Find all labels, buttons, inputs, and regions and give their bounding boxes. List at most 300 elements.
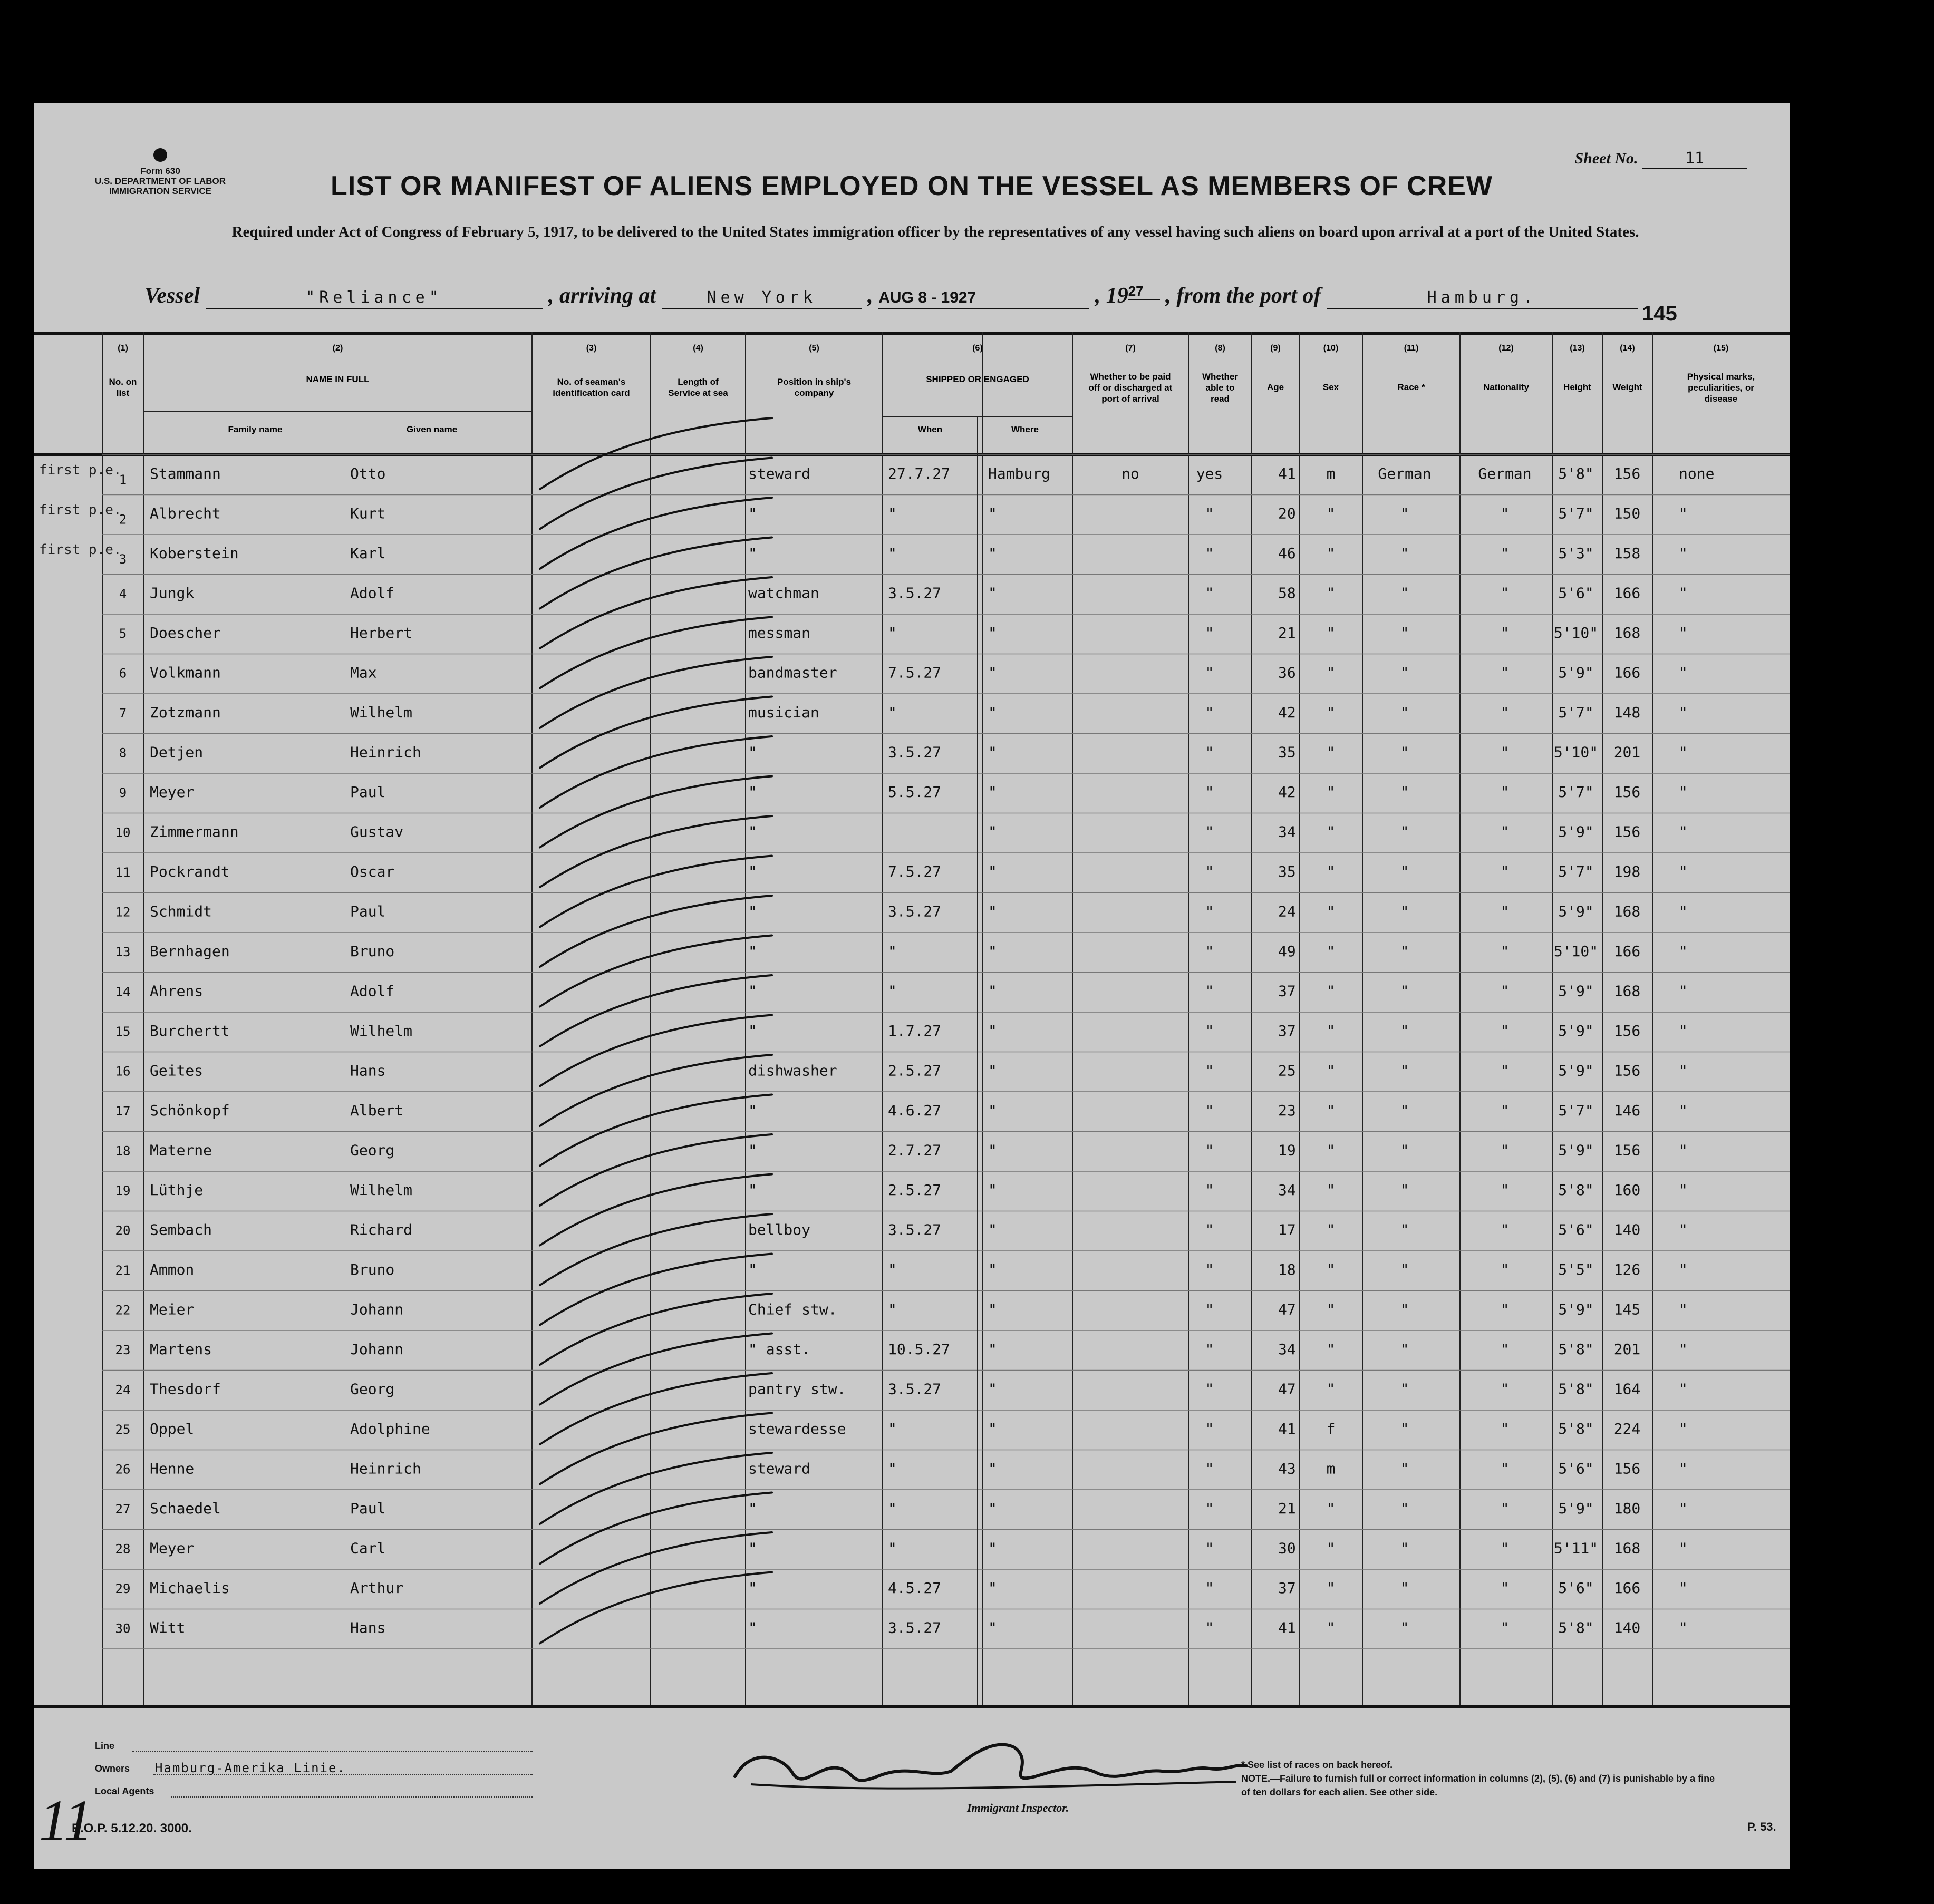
column-header: Whether bbox=[1202, 372, 1238, 382]
cell-age: 23 bbox=[1278, 1102, 1296, 1119]
cell-height: 5'7" bbox=[1558, 1102, 1594, 1119]
cell-marks: " bbox=[1679, 1500, 1688, 1517]
column-header: Service at sea bbox=[668, 388, 728, 398]
cell-age: 34 bbox=[1278, 1340, 1296, 1358]
column-number: (14) bbox=[1620, 344, 1635, 353]
cell-family: Schaedel bbox=[150, 1500, 221, 1517]
cell-where: " bbox=[988, 704, 997, 721]
races-note: * See list of races on back hereof. bbox=[1241, 1760, 1393, 1770]
column-subheader: Family name bbox=[228, 424, 283, 434]
cell-age: 47 bbox=[1278, 1380, 1296, 1398]
row-number: 13 bbox=[115, 945, 131, 959]
cell-marks: " bbox=[1679, 1579, 1688, 1597]
cell-family: Bernhagen bbox=[150, 943, 230, 960]
cell-race: " bbox=[1400, 545, 1409, 562]
cell-family: Martens bbox=[150, 1340, 212, 1358]
cell-read: " bbox=[1205, 823, 1214, 841]
cell-marks: " bbox=[1679, 863, 1688, 880]
cell-given: Hans bbox=[350, 1619, 386, 1637]
cell-nat: " bbox=[1500, 1102, 1510, 1119]
row-number: 19 bbox=[115, 1183, 131, 1198]
cell-given: Heinrich bbox=[350, 1460, 421, 1478]
cell-position: " bbox=[748, 943, 757, 960]
cell-marks: " bbox=[1679, 1141, 1688, 1159]
department-name: U.S. DEPARTMENT OF LABOR bbox=[94, 176, 226, 186]
cell-race: " bbox=[1400, 504, 1409, 522]
cell-height: 5'8" bbox=[1558, 465, 1594, 482]
table-bottom-rule bbox=[34, 1705, 1790, 1708]
cell-nat: " bbox=[1500, 545, 1510, 562]
cell-sex: f bbox=[1326, 1420, 1336, 1437]
cell-given: Adolf bbox=[350, 584, 395, 602]
column-header: peculiarities, or bbox=[1688, 383, 1754, 393]
cell-given: Hans bbox=[350, 1062, 386, 1080]
cell-when: " bbox=[888, 1460, 897, 1478]
column-number: (2) bbox=[332, 344, 343, 353]
cell-sex: " bbox=[1326, 1102, 1336, 1119]
owners-value: Hamburg-Amerika Linie. bbox=[155, 1761, 346, 1775]
cell-position: " asst. bbox=[748, 1340, 811, 1358]
column-header: disease bbox=[1704, 394, 1738, 404]
cell-age: 41 bbox=[1278, 1619, 1296, 1637]
cell-where: " bbox=[988, 1102, 997, 1119]
row-prefix: first p.e. bbox=[39, 462, 122, 478]
cell-given: Adolf bbox=[350, 982, 395, 1000]
cell-when: " bbox=[888, 1261, 897, 1278]
cell-height: 5'10" bbox=[1553, 943, 1599, 960]
cell-given: Carl bbox=[350, 1539, 386, 1557]
cell-nat: " bbox=[1500, 1141, 1510, 1159]
cell-marks: none bbox=[1679, 465, 1715, 482]
cell-nat: " bbox=[1500, 1062, 1510, 1080]
cell-age: 25 bbox=[1278, 1062, 1296, 1080]
cell-weight: 166 bbox=[1613, 1579, 1641, 1597]
cell-read: " bbox=[1205, 902, 1214, 920]
cell-race: " bbox=[1400, 863, 1409, 880]
cell-when: 4.5.27 bbox=[888, 1579, 942, 1597]
row-number: 18 bbox=[115, 1143, 131, 1159]
cell-sex: " bbox=[1326, 1300, 1336, 1318]
cell-nat: " bbox=[1500, 1460, 1510, 1478]
cell-age: 46 bbox=[1278, 545, 1296, 562]
cell-given: Paul bbox=[350, 1500, 386, 1517]
cell-read: " bbox=[1205, 1460, 1214, 1478]
row-number: 26 bbox=[115, 1462, 131, 1477]
cell-race: " bbox=[1400, 1579, 1409, 1597]
cell-family: Zimmermann bbox=[150, 823, 239, 841]
cell-height: 5'3" bbox=[1558, 545, 1594, 562]
cell-weight: 198 bbox=[1613, 863, 1641, 880]
cell-height: 5'6" bbox=[1558, 1579, 1594, 1597]
cell-where: Hamburg bbox=[988, 465, 1051, 482]
cell-nat: " bbox=[1500, 664, 1510, 682]
cell-sex: m bbox=[1326, 465, 1336, 482]
row-number: 22 bbox=[115, 1303, 131, 1318]
cell-position: watchman bbox=[748, 584, 819, 602]
cell-given: Georg bbox=[350, 1141, 395, 1159]
cell-race: " bbox=[1400, 1619, 1409, 1637]
cell-weight: 168 bbox=[1613, 1539, 1641, 1557]
cell-family: Thesdorf bbox=[150, 1380, 221, 1398]
cell-nat: " bbox=[1500, 704, 1510, 721]
cell-when: 3.5.27 bbox=[888, 902, 942, 920]
cell-height: 5'8" bbox=[1558, 1340, 1594, 1358]
cell-race: " bbox=[1400, 1380, 1409, 1398]
column-header: port of arrival bbox=[1101, 394, 1159, 404]
cell-where: " bbox=[988, 863, 997, 880]
cell-marks: " bbox=[1679, 1460, 1688, 1478]
cell-read: " bbox=[1205, 1141, 1214, 1159]
cell-age: 41 bbox=[1278, 465, 1296, 482]
cell-age: 49 bbox=[1278, 943, 1296, 960]
cell-sex: " bbox=[1326, 1141, 1336, 1159]
column-header: Race * bbox=[1397, 382, 1425, 392]
cell-height: 5'6" bbox=[1558, 1460, 1594, 1478]
cell-age: 18 bbox=[1278, 1261, 1296, 1278]
cell-when: " bbox=[888, 1300, 897, 1318]
cell-height: 5'9" bbox=[1558, 902, 1594, 920]
cell-race: " bbox=[1400, 1340, 1409, 1358]
row-number: 12 bbox=[115, 905, 131, 920]
cell-where: " bbox=[988, 902, 997, 920]
column-header: Height bbox=[1563, 382, 1591, 392]
cell-when: 2.5.27 bbox=[888, 1062, 942, 1080]
cell-read: " bbox=[1205, 982, 1214, 1000]
cell-sex: " bbox=[1326, 504, 1336, 522]
cell-height: 5'9" bbox=[1558, 1141, 1594, 1159]
cell-read: " bbox=[1205, 1539, 1214, 1557]
column-header: Weight bbox=[1612, 382, 1642, 392]
column-header: NAME IN FULL bbox=[306, 374, 370, 384]
cell-marks: " bbox=[1679, 943, 1688, 960]
cell-read: " bbox=[1205, 1380, 1214, 1398]
cell-when: 3.5.27 bbox=[888, 1380, 942, 1398]
cell-height: 5'7" bbox=[1558, 504, 1594, 522]
cell-nat: " bbox=[1500, 863, 1510, 880]
cell-position: pantry stw. bbox=[748, 1380, 846, 1398]
cell-when: " bbox=[888, 943, 897, 960]
cell-position: " bbox=[748, 1141, 757, 1159]
cell-nat: " bbox=[1500, 1539, 1510, 1557]
column-number: (3) bbox=[586, 344, 597, 353]
cell-nat: German bbox=[1478, 465, 1532, 482]
cell-read: " bbox=[1205, 1221, 1214, 1239]
cell-position: " bbox=[748, 1102, 757, 1119]
cell-family: Materne bbox=[150, 1141, 212, 1159]
cell-height: 5'6" bbox=[1558, 1221, 1594, 1239]
cell-race: " bbox=[1400, 664, 1409, 682]
row-number: 9 bbox=[119, 785, 127, 800]
cell-family: Meier bbox=[150, 1300, 195, 1318]
margin-mark: 11 bbox=[39, 1788, 93, 1852]
cell-read: " bbox=[1205, 1261, 1214, 1278]
cell-given: Wilhelm bbox=[350, 1022, 413, 1040]
cell-weight: 156 bbox=[1613, 823, 1641, 841]
cell-race: " bbox=[1400, 1460, 1409, 1478]
cell-age: 47 bbox=[1278, 1300, 1296, 1318]
cell-sex: " bbox=[1326, 664, 1336, 682]
cell-where: " bbox=[988, 1619, 997, 1637]
cell-weight: 145 bbox=[1613, 1300, 1641, 1318]
cell-nat: " bbox=[1500, 1181, 1510, 1199]
column-number: (1) bbox=[118, 344, 128, 353]
cell-race: " bbox=[1400, 902, 1409, 920]
cell-given: Adolphine bbox=[350, 1420, 430, 1437]
cell-where: " bbox=[988, 1141, 997, 1159]
cell-given: Herbert bbox=[350, 624, 413, 642]
cell-family: Sembach bbox=[150, 1221, 212, 1239]
cell-race: " bbox=[1400, 1500, 1409, 1517]
column-header: company bbox=[794, 388, 834, 398]
cell-height: 5'5" bbox=[1558, 1261, 1594, 1278]
cell-where: " bbox=[988, 1022, 997, 1040]
cell-position: messman bbox=[748, 624, 811, 642]
cell-weight: 156 bbox=[1613, 1141, 1641, 1159]
cell-weight: 166 bbox=[1613, 943, 1641, 960]
column-number: (7) bbox=[1125, 344, 1136, 353]
cell-position: steward bbox=[748, 1460, 811, 1478]
cell-marks: " bbox=[1679, 624, 1688, 642]
cell-marks: " bbox=[1679, 1102, 1688, 1119]
page-number: 145 bbox=[1642, 302, 1677, 325]
sheet-label: Sheet No. bbox=[1574, 150, 1638, 167]
cell-weight: 140 bbox=[1613, 1221, 1641, 1239]
cell-height: 5'8" bbox=[1558, 1380, 1594, 1398]
cell-height: 5'7" bbox=[1558, 863, 1594, 880]
cell-nat: " bbox=[1500, 1300, 1510, 1318]
cell-read: " bbox=[1205, 1340, 1214, 1358]
cell-where: " bbox=[988, 1300, 997, 1318]
row-number: 6 bbox=[119, 666, 127, 681]
cell-sex: " bbox=[1326, 545, 1336, 562]
cell-when: 10.5.27 bbox=[888, 1340, 951, 1358]
cell-weight: 156 bbox=[1613, 1062, 1641, 1080]
cell-sex: " bbox=[1326, 743, 1336, 761]
cell-where: " bbox=[988, 545, 997, 562]
cell-read: " bbox=[1205, 664, 1214, 682]
cell-given: Kurt bbox=[350, 504, 386, 522]
penalty-note: NOTE.—Failure to furnish full or correct information in columns (2), (5), (6) and (7) is punishable by a fine of ten dollars for each alien. See other side. bbox=[1241, 1773, 1715, 1798]
cell-given: Oscar bbox=[350, 863, 395, 880]
cell-sex: " bbox=[1326, 982, 1336, 1000]
cell-marks: " bbox=[1679, 982, 1688, 1000]
cell-marks: " bbox=[1679, 1062, 1688, 1080]
cell-given: Albert bbox=[350, 1102, 404, 1119]
cell-race: " bbox=[1400, 743, 1409, 761]
cell-race: " bbox=[1400, 1420, 1409, 1437]
cell-family: Ammon bbox=[150, 1261, 195, 1278]
local-agents-label: Local Agents bbox=[95, 1786, 154, 1796]
cell-height: 5'11" bbox=[1553, 1539, 1599, 1557]
cell-read: yes bbox=[1196, 465, 1223, 482]
column-header: read bbox=[1211, 394, 1230, 404]
cell-family: Meyer bbox=[150, 1539, 195, 1557]
cell-weight: 166 bbox=[1613, 664, 1641, 682]
column-number: (9) bbox=[1270, 344, 1281, 353]
cell-weight: 146 bbox=[1613, 1102, 1641, 1119]
column-number: (12) bbox=[1498, 344, 1514, 353]
cell-given: Heinrich bbox=[350, 743, 421, 761]
cell-position: " bbox=[748, 902, 757, 920]
cell-height: 5'9" bbox=[1558, 1300, 1594, 1318]
cell-family: Doescher bbox=[150, 624, 221, 642]
row-number: 2 bbox=[119, 512, 127, 527]
cell-given: Paul bbox=[350, 902, 386, 920]
cell-family: Oppel bbox=[150, 1420, 195, 1437]
cell-where: " bbox=[988, 1181, 997, 1199]
row-number: 5 bbox=[119, 626, 127, 641]
cell-nat: " bbox=[1500, 1380, 1510, 1398]
cell-read: " bbox=[1205, 1022, 1214, 1040]
footer-notes bbox=[1241, 1758, 1716, 1799]
cell-where: " bbox=[988, 1261, 997, 1278]
cell-when: " bbox=[888, 1420, 897, 1437]
cell-when: 3.5.27 bbox=[888, 743, 942, 761]
cell-read: " bbox=[1205, 783, 1214, 801]
cell-when: 2.7.27 bbox=[888, 1141, 942, 1159]
cell-when: " bbox=[888, 704, 897, 721]
cell-marks: " bbox=[1679, 545, 1688, 562]
cell-sex: " bbox=[1326, 823, 1336, 841]
cell-given: Paul bbox=[350, 783, 386, 801]
cell-when: " bbox=[888, 624, 897, 642]
document-title: LIST OR MANIFEST OF ALIENS EMPLOYED ON THE VESSEL AS MEMBERS OF CREW bbox=[331, 171, 1493, 201]
cell-race: " bbox=[1400, 584, 1409, 602]
cell-given: Johann bbox=[350, 1300, 404, 1318]
cell-where: " bbox=[988, 943, 997, 960]
crew-table bbox=[34, 103, 1790, 1869]
cell-read: " bbox=[1205, 1500, 1214, 1517]
cell-when: 2.5.27 bbox=[888, 1181, 942, 1199]
cell-sex: " bbox=[1326, 1539, 1336, 1557]
cell-position: dishwasher bbox=[748, 1062, 837, 1080]
cell-where: " bbox=[988, 664, 997, 682]
cell-family: Henne bbox=[150, 1460, 195, 1478]
cell-height: 5'9" bbox=[1558, 1062, 1594, 1080]
cell-nat: " bbox=[1500, 823, 1510, 841]
cell-position: " bbox=[748, 743, 757, 761]
cell-weight: 156 bbox=[1613, 465, 1641, 482]
column-subheader: Given name bbox=[406, 424, 458, 434]
cell-sex: " bbox=[1326, 1579, 1336, 1597]
cell-race: " bbox=[1400, 1221, 1409, 1239]
cell-race: " bbox=[1400, 1300, 1409, 1318]
row-number: 20 bbox=[115, 1223, 131, 1238]
cell-age: 21 bbox=[1278, 1500, 1296, 1517]
departure-port: Hamburg. bbox=[1427, 288, 1537, 307]
cell-age: 42 bbox=[1278, 704, 1296, 721]
cell-age: 30 bbox=[1278, 1539, 1296, 1557]
cell-marks: " bbox=[1679, 783, 1688, 801]
cell-where: " bbox=[988, 584, 997, 602]
cell-height: 5'9" bbox=[1558, 1500, 1594, 1517]
cell-sex: " bbox=[1326, 704, 1336, 721]
cell-read: " bbox=[1205, 1300, 1214, 1318]
arriving-port: New York bbox=[707, 288, 817, 307]
cell-marks: " bbox=[1679, 1261, 1688, 1278]
cell-given: Gustav bbox=[350, 823, 404, 841]
cell-marks: " bbox=[1679, 1340, 1688, 1358]
cell-age: 41 bbox=[1278, 1420, 1296, 1437]
cell-position: " bbox=[748, 1181, 757, 1199]
vessel-label: Vessel bbox=[144, 284, 200, 308]
owners-field bbox=[153, 1774, 533, 1775]
cell-nat: " bbox=[1500, 1261, 1510, 1278]
cell-age: 34 bbox=[1278, 1181, 1296, 1199]
cell-height: 5'9" bbox=[1558, 1022, 1594, 1040]
cell-marks: " bbox=[1679, 1420, 1688, 1437]
cell-read: " bbox=[1205, 704, 1214, 721]
sheet-number: 11 bbox=[1642, 149, 1747, 169]
cell-nat: " bbox=[1500, 1221, 1510, 1239]
cell-position: " bbox=[748, 1539, 757, 1557]
cell-read: " bbox=[1205, 504, 1214, 522]
cell-sex: " bbox=[1326, 584, 1336, 602]
cell-nat: " bbox=[1500, 1619, 1510, 1637]
column-header: Length of bbox=[678, 377, 719, 387]
cell-weight: 201 bbox=[1613, 1340, 1641, 1358]
cell-family: Ahrens bbox=[150, 982, 204, 1000]
cell-read: " bbox=[1205, 545, 1214, 562]
cell-when: 7.5.27 bbox=[888, 664, 942, 682]
cell-weight: 158 bbox=[1613, 545, 1641, 562]
row-number: 28 bbox=[115, 1541, 131, 1557]
cell-sex: m bbox=[1326, 1460, 1336, 1478]
cell-when: 3.5.27 bbox=[888, 1221, 942, 1239]
row-number: 25 bbox=[115, 1422, 131, 1437]
cell-where: " bbox=[988, 1539, 997, 1557]
cell-race: " bbox=[1400, 783, 1409, 801]
cell-age: 58 bbox=[1278, 584, 1296, 602]
cell-marks: " bbox=[1679, 1619, 1688, 1637]
cell-when: 5.5.27 bbox=[888, 783, 942, 801]
cell-position: bandmaster bbox=[748, 664, 837, 682]
cell-weight: 160 bbox=[1613, 1181, 1641, 1199]
column-header: list bbox=[116, 388, 130, 398]
cell-age: 35 bbox=[1278, 863, 1296, 880]
cell-marks: " bbox=[1679, 1181, 1688, 1199]
cell-nat: " bbox=[1500, 1340, 1510, 1358]
cell-given: Otto bbox=[350, 465, 386, 482]
cell-family: Zotzmann bbox=[150, 704, 221, 721]
column-header: No. of seaman's bbox=[557, 377, 626, 387]
line-label: Line bbox=[95, 1741, 115, 1751]
cell-race: " bbox=[1400, 982, 1409, 1000]
cell-height: 5'9" bbox=[1558, 982, 1594, 1000]
row-number: 29 bbox=[115, 1581, 131, 1596]
cell-height: 5'9" bbox=[1558, 664, 1594, 682]
inspector-label: Immigrant Inspector. bbox=[967, 1801, 1069, 1814]
cell-weight: 148 bbox=[1613, 704, 1641, 721]
cell-race: " bbox=[1400, 1181, 1409, 1199]
cell-age: 37 bbox=[1278, 1579, 1296, 1597]
cell-given: Arthur bbox=[350, 1579, 404, 1597]
row-number: 15 bbox=[115, 1024, 131, 1039]
column-header: Nationality bbox=[1483, 382, 1529, 392]
cell-family: Schönkopf bbox=[150, 1102, 230, 1119]
cell-family: Volkmann bbox=[150, 664, 221, 682]
cell-age: 20 bbox=[1278, 504, 1296, 522]
cell-given: Bruno bbox=[350, 943, 395, 960]
column-header: No. on bbox=[109, 377, 137, 387]
row-number: 23 bbox=[115, 1343, 131, 1357]
cell-when: 7.5.27 bbox=[888, 863, 942, 880]
form-code: P. 53. bbox=[1747, 1820, 1776, 1833]
cell-sex: " bbox=[1326, 1380, 1336, 1398]
cell-sex: " bbox=[1326, 1022, 1336, 1040]
year-value: 27 bbox=[1128, 283, 1160, 300]
row-number: 7 bbox=[119, 706, 127, 721]
